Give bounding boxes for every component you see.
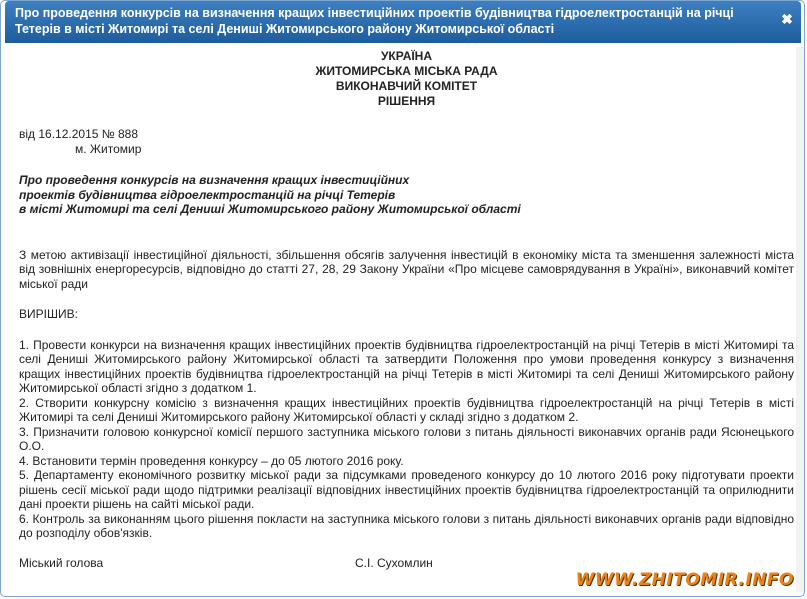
scrollbar[interactable] (796, 47, 804, 592)
date-number: від 16.12.2015 № 888 (19, 127, 138, 141)
dialog-titlebar (5, 1, 801, 43)
dialog-title: Про проведення конкурсів на визначення кращих інвестиційних проектів будівництва гідроелектростанцій на річці Тетерів в місті Житомирі та селі Дениші Житомирського району Житомирської області (15, 6, 734, 36)
decision-point: 1. Провести конкурси на визначення кращих інвестиційних проектів будівництва гідроелектростанцій на річці Тетерів в місті Житомирі та селі Дениші Житомирського району Житомирської області та затвердити Положення про умови проведення конкурсу з визначення кращих інвестиційних проектів будівництва гідроелектростанцій на річці Тетерів в місті Житомирі та селі Дениші Житомирського району Житомирської області згідно з додатком 1. (19, 337, 794, 395)
subject-line: проектів будівництва гідроелектростанцій на річці Тетерів (19, 187, 396, 202)
header-decision: РІШЕННЯ (377, 94, 436, 108)
decision-point: 4. Встановити термін проведення конкурсу – до 05 лютого 2016 року. (19, 453, 404, 468)
signature-block (19, 556, 794, 571)
decision-point: 6. Контроль за виконанням цього рішення покласти на заступника міського голови з питань діяльності виконавчих органів ради відповідно до розподілу обов'язків. (19, 511, 794, 540)
header-committee: ВИКОНАВЧИЙ КОМІТЕТ (335, 79, 478, 93)
document-body (19, 49, 794, 571)
document-meta (19, 127, 794, 156)
header-council: ЖИТОМИРСЬКА МІСЬКА РАДА (315, 64, 498, 78)
decision-point: 5. Департаменту економічного розвитку міської ради за підсумками проведеного конкурсу до 10 лютого 2016 року підготувати проекти рішень сесії міської ради щодо підтримки реалізації відповідних інвестиційних проектів будівництва гідроелектростанцій та оприлюднити дані проекти рішень на сайті міської ради. (19, 468, 794, 511)
decision-point: 3. Призначити головою конкурсної комісії першого заступника міського голови з питань діяльності виконавчих органів ради Ясюнецького О.О. (19, 424, 794, 453)
decided-label: ВИРІШИВ: (19, 307, 78, 321)
site-watermark: WWW.ZHITOMIR.INFO (575, 570, 794, 590)
preamble: З метою активізації інвестиційної діяльності, збільшення обсягів залучення інвестицій в економіку міста та зменшення залежності міста від зовнішніх енергоресурсів, відповідно до статті 27, 28, 29 Закону України «Про місцеве самоврядування в Україні», виконавчий комітет міської ради (19, 247, 794, 291)
decision-points (19, 338, 794, 541)
signature-name: С.І. Сухомлин (355, 555, 433, 570)
city: м. Житомир (75, 141, 142, 156)
document-subject (19, 173, 794, 217)
decision-point: 2. Створити конкурсну комісію з визначення кращих інвестиційних проектів будівництва гідроелектростанцій на річці Тетерів в місті Житомирі та селі Дениші Житомирського району Житомирської області у складі згідно з додатком 2. (19, 395, 794, 424)
header-country: УКРАЇНА (380, 49, 433, 63)
close-icon[interactable]: ✖ (781, 11, 793, 27)
document-header (19, 49, 794, 109)
signature-role: Міський голова (19, 555, 104, 570)
subject-line: Про проведення конкурсів на визначення кращих інвестиційних (19, 173, 410, 187)
subject-line: в місті Житомирі та селі Дениші Житомирського району Житомирської області (19, 202, 521, 216)
